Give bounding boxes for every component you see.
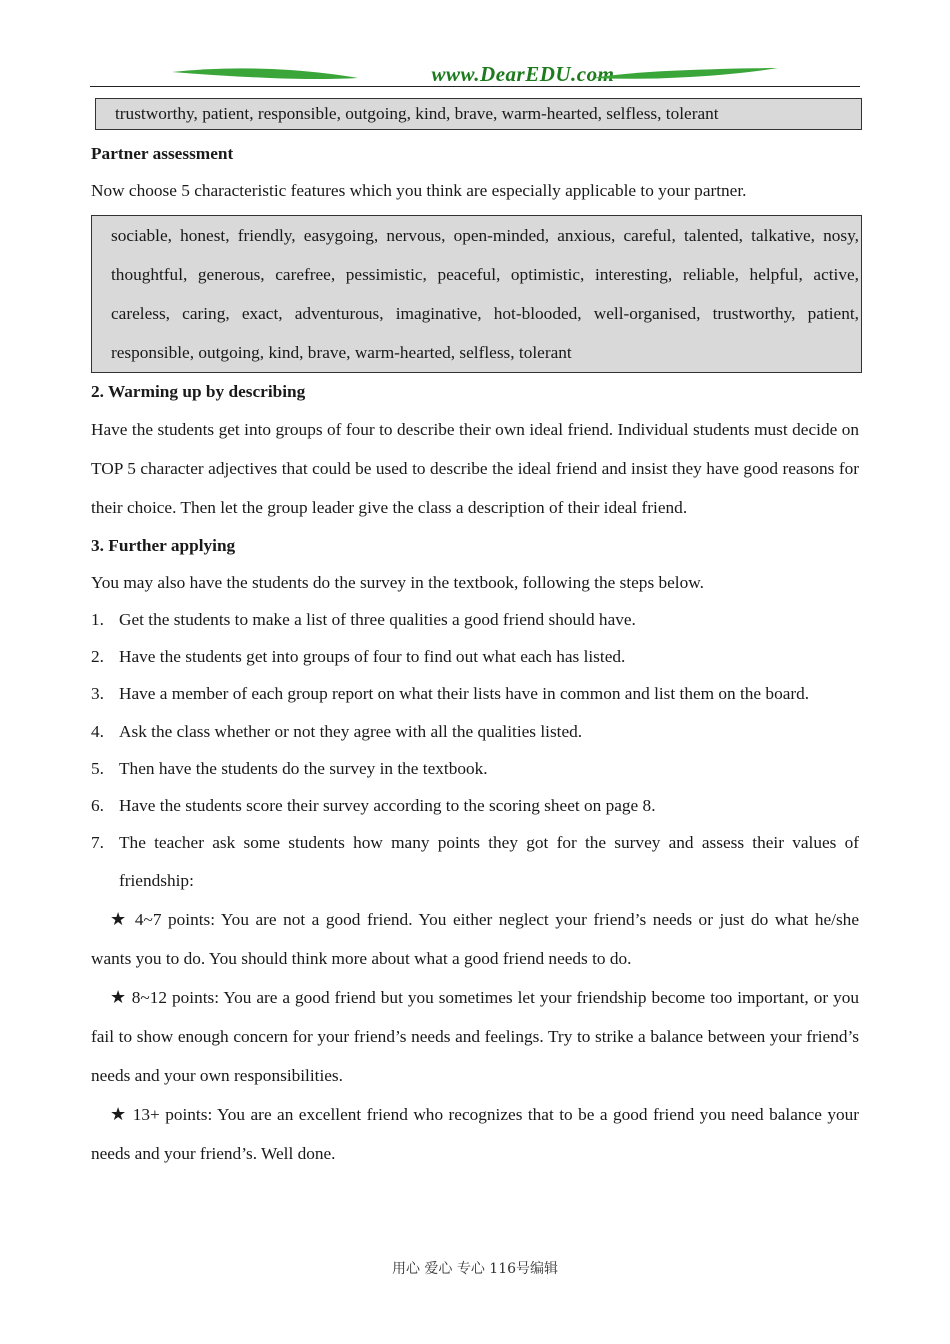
star-icon: ★: [110, 909, 129, 930]
header-rule: [90, 86, 860, 87]
trait-box-top: trustworthy, patient, responsible, outgoing, kind, brave, warm-hearted, selfless, tolerant: [95, 98, 862, 130]
section2-heading: 2. Warming up by describing: [91, 382, 306, 401]
logo-swoosh-right-icon: [590, 66, 780, 82]
section3-intro: You may also have the students do the survey in the textbook, following the steps below.: [91, 573, 704, 592]
list-item: 1. Get the students to make a list of three qualities a good friend should have.: [91, 610, 636, 629]
partner-intro: Now choose 5 characteristic features which you think are especially applicable to your partner.: [91, 181, 747, 200]
document-body: [91, 98, 859, 1173]
trait-box: sociable, honest, friendly, easygoing, nervous, open-minded, anxious, careful, talented, talkative, nosy, thoughtful, generous, carefree, pessimistic, peaceful, optimistic, interesting, reliable, helpful, active, careless, caring, exact, adventurous, imaginative, hot-blooded, well-organised, trustworthy, patient, responsible, outgoing, kind, brave, warm-hearted, selfless, tolerant: [91, 215, 862, 373]
score-item: ★ 8~12 points: You are a good friend but you sometimes let your friendship become too important, or you fail to show enough concern for your friend’s needs and feelings. Try to strike a balance between your friend’s needs and your own responsibilities.: [91, 987, 859, 1085]
site-logo-text: www.DearEDU.com: [431, 62, 615, 86]
section2-body: Have the students get into groups of four to describe their own ideal friend. Individual students must decide on TOP 5 character adjectives that could be used to describe the ideal friend and insist they have good reasons for their choice. Then let the group leader give the class a description of their ideal friend.: [91, 420, 859, 517]
list-item: 6. Have the students score their survey according to the scoring sheet on page 8.: [91, 796, 656, 815]
section3-heading: 3. Further applying: [91, 536, 236, 555]
steps-list: [91, 601, 859, 900]
page-footer: 用心 爱心 专心 116号编辑: [391, 1261, 559, 1277]
star-icon: ★: [110, 987, 127, 1008]
list-item: 7. The teacher ask some students how many points they got for the survey and assess their values of friendship:: [91, 833, 859, 890]
list-item: 3. Have a member of each group report on what their lists have in common and list them on the board.: [91, 684, 810, 703]
score-item: ★ 4~7 points: You are not a good friend. You either neglect your friend’s needs or just do what he/she wants you to do. You should think more about what a good friend needs to do.: [91, 909, 859, 968]
score-item: ★ 13+ points: You are an excellent friend who recognizes that to be a good friend you need balance your needs and your friend’s. Well done.: [91, 1104, 859, 1163]
list-item: 2. Have the students get into groups of four to find out what each has listed.: [91, 647, 626, 666]
list-item: 4. Ask the class whether or not they agree with all the qualities listed.: [91, 722, 583, 741]
star-icon: ★: [110, 1104, 128, 1125]
logo-swoosh-left-icon: [170, 66, 360, 82]
partner-heading: Partner assessment: [91, 144, 234, 163]
list-item: 5. Then have the students do the survey in the textbook.: [91, 759, 488, 778]
